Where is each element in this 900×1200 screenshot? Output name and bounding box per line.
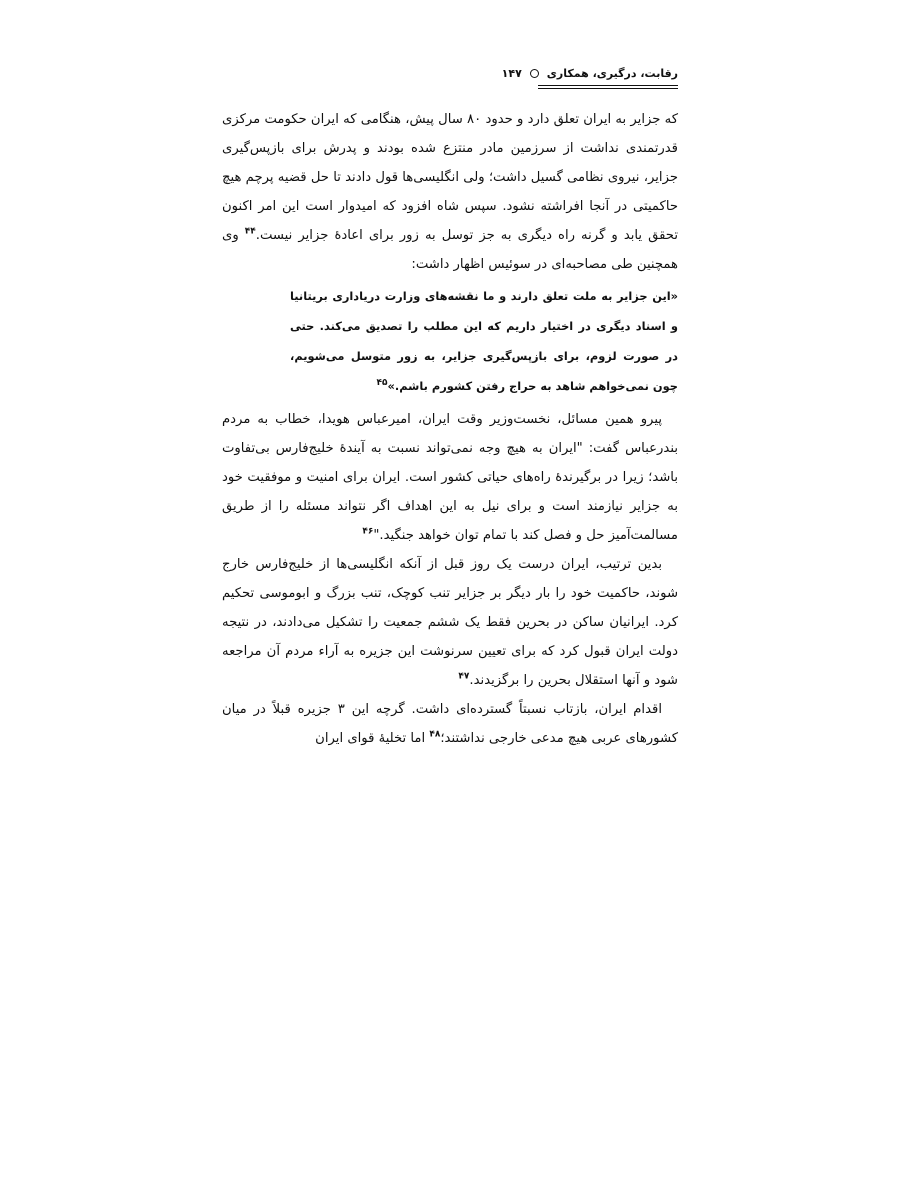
circle-ornament-icon	[530, 69, 539, 78]
block-quote	[222, 281, 678, 401]
paragraph-3	[222, 550, 678, 695]
running-header	[222, 62, 678, 84]
footnote-ref-47: ۴۷	[458, 671, 470, 682]
block-quote-text: «این جزایر به ملت تعلق دارند و ما نقشه‌های وزارت دریاداری بریتانیا و اسناد دیگری در اختیار داریم که این مطلب را تصدیق می‌کند. حتی در صورت لزوم، برای بازپس‌گیری جزایر، به زور متوسل می‌شویم، چون نمی‌خواهم شاهد به حراج رفتن کشورم باشم.»	[290, 289, 678, 393]
body-text	[222, 105, 678, 753]
page-number: ۱۴۷	[501, 66, 522, 80]
paragraph-4	[222, 695, 678, 753]
paragraph-3-text: بدین ترتیب، ایران درست یک روز قبل از آنکه انگلیسی‌ها از خلیج‌فارس خارج شوند، حاکمیت خود را بار دیگر بر جزایر تنب کوچک، تنب بزرگ و ابوموسی تحکیم کرد. ایرانیان ساکن در بحرین فقط یک ششم جمعیت را تشکیل می‌دادند، در نتیجه دولت ایران قبول کرد که برای تعیین سرنوشت این جزیره به آراء مردم آن مراجعه شود و آنها استقلال بحرین را برگزیدند.	[222, 557, 678, 688]
paragraph-1-text-after: وی همچنین طی مصاحبه‌ای در سوئیس اظهار داشت:	[222, 228, 678, 272]
paragraph-1	[222, 105, 678, 279]
header-title: رقابت، درگیری، همکاری	[546, 66, 678, 80]
paragraph-4-text: اقدام ایران، بازتاب نسبتاً گسترده‌ای داشت. گرچه این ۳ جزیره قبلاً در میان کشورهای عربی هیچ مدعی خارجی نداشتند؛	[222, 702, 678, 746]
footnote-ref-45: ۴۵	[376, 378, 388, 389]
book-page	[222, 62, 678, 753]
footnote-ref-44: ۴۴	[244, 226, 256, 237]
footnote-ref-46: ۴۶	[362, 526, 374, 537]
paragraph-4-text-after: اما تخلیهٔ قوای ایران	[315, 731, 430, 746]
header-rule	[538, 85, 678, 89]
paragraph-2	[222, 405, 678, 550]
footnote-ref-48: ۴۸	[429, 729, 441, 740]
paragraph-1-text: که جزایر به ایران تعلق دارد و حدود ۸۰ سال پیش، هنگامی که ایران حکومت مرکزی قدرتمندی نداشت از سرزمین مادر منتزع شده بودند و پدرش برای بازپس‌گیری جزایر، نیروی نظامی گسیل داشت؛ ولی انگلیسی‌ها قول دادند تا حل قضیه پرچم هیچ حاکمیتی در آنجا افراشته نشود. سپس شاه افزود که امیدوار است این امر اکنون تحقق یابد و گرنه راه دیگری به جز توسل به زور برای اعادهٔ جزایر نیست.	[222, 112, 678, 243]
paragraph-2-text: پیرو همین مسائل، نخست‌وزیر وقت ایران، امیرعباس هویدا، خطاب به مردم بندرعباس گفت: "ایران به هیچ وجه نمی‌تواند نسبت به آیندهٔ خلیج‌فارس بی‌تفاوت باشد؛ زیرا در برگیرندهٔ راه‌های حیاتی کشور است. ایران برای امنیت و موفقیت خود به جزایر نیازمند است و برای نیل به این اهداف اگر نتواند مسئله را از طریق مسالمت‌آمیز حل و فصل کند با تمام توان خواهد جنگید."	[222, 412, 678, 543]
